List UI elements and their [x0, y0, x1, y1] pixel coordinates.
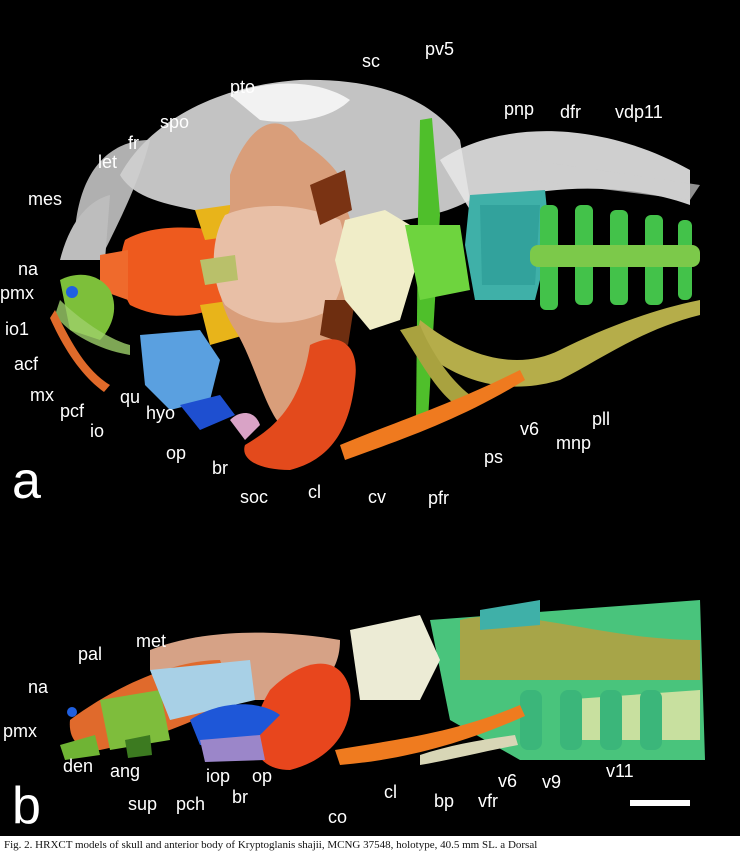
- label-ps: ps: [484, 447, 504, 467]
- label-b-pmx: pmx: [3, 721, 38, 741]
- label-b-vfr: vfr: [478, 791, 498, 811]
- label-hyo: hyo: [146, 403, 176, 423]
- label-na: na: [18, 259, 39, 279]
- label-b-br: br: [232, 787, 249, 807]
- label-b-den: den: [63, 756, 94, 776]
- label-b-v11: v11: [606, 761, 634, 781]
- label-v6: v6: [520, 419, 540, 439]
- label-mnp: mnp: [556, 433, 592, 453]
- label-pto: pto: [230, 77, 256, 97]
- panel-label-b: b: [12, 777, 41, 835]
- label-dfr: dfr: [560, 102, 582, 122]
- panel-label-a: a: [12, 452, 41, 510]
- label-cl: cl: [308, 482, 321, 502]
- label-pcf: pcf: [60, 401, 85, 421]
- label-op: op: [166, 443, 187, 463]
- label-spo: spo: [160, 112, 190, 132]
- label-cv: cv: [368, 487, 386, 507]
- label-b-co: co: [328, 807, 348, 827]
- label-b-v6: v6: [498, 771, 518, 791]
- label-let: let: [98, 152, 118, 172]
- label-pnp: pnp: [504, 99, 535, 119]
- label-soc: soc: [240, 487, 269, 507]
- label-b-pch: pch: [176, 794, 206, 814]
- label-b-iop: iop: [206, 766, 231, 786]
- label-b-ang: ang: [110, 761, 141, 781]
- label-io: io: [90, 421, 105, 441]
- label-pll: pll: [592, 409, 611, 429]
- label-vdp11: vdp11: [615, 102, 663, 122]
- label-br: br: [212, 458, 229, 478]
- label-b-pal: pal: [78, 644, 103, 664]
- label-pv5: pv5: [425, 39, 455, 59]
- label-b-na: na: [28, 677, 49, 697]
- label-b-op: op: [252, 766, 273, 786]
- label-pmx: pmx: [0, 283, 35, 303]
- label-mx: mx: [30, 385, 54, 405]
- label-qu: qu: [120, 387, 141, 407]
- label-sc: sc: [362, 51, 380, 71]
- label-pfr: pfr: [428, 488, 450, 508]
- label-b-sup: sup: [128, 794, 158, 814]
- figure-caption: Fig. 2. HRXCT models of skull and anterior body of Kryptoglanis shajii, MCNG 37548, holotype, 40.5 mm SL. a Dorsal: [4, 839, 538, 851]
- label-b-met: met: [136, 631, 167, 651]
- label-b-cl: cl: [384, 782, 397, 802]
- label-io1: io1: [5, 319, 30, 339]
- scale-bar: [630, 800, 690, 806]
- label-b-v9: v9: [542, 772, 562, 792]
- label-acf: acf: [14, 354, 39, 374]
- label-mes: mes: [28, 189, 63, 209]
- label-fr: fr: [128, 133, 139, 153]
- label-b-bp: bp: [434, 791, 455, 811]
